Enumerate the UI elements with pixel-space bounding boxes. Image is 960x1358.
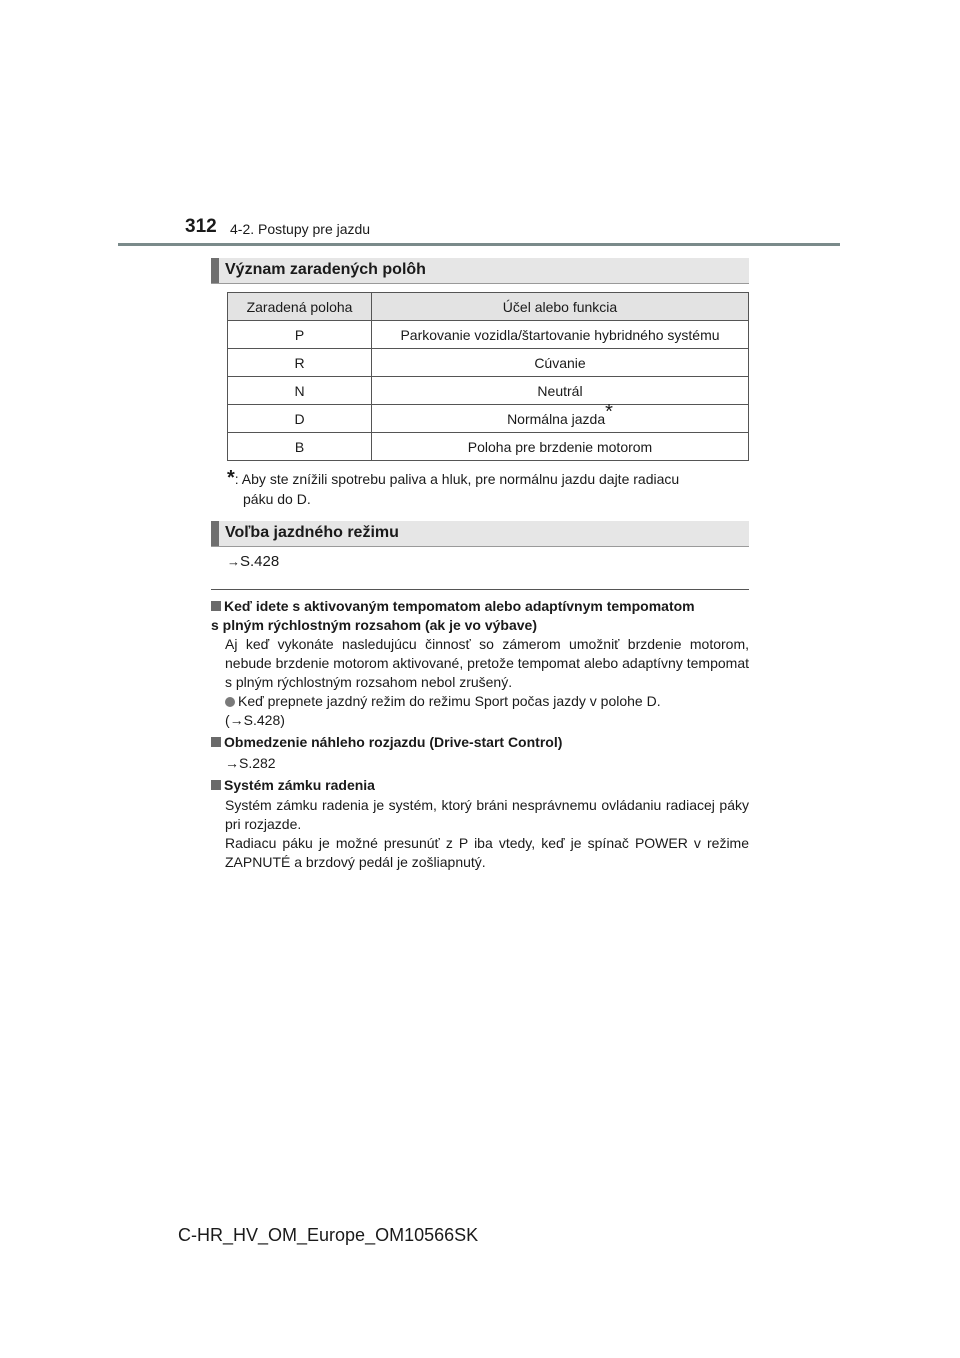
reference-text: S.428 [240,553,280,570]
note-heading-line: Keď idete s aktivovaným tempomatom alebo adaptívnym tempomatom [224,598,695,614]
note-heading [211,733,749,752]
arrow-right-icon: → [225,755,239,771]
note-paragraph: Aj keď vykonáte nasledujúcu činnosť so zámerom umožniť brzdenie motorom, nebude brzdenie motorom aktivované, pretože tempomat alebo adaptívny tempomat s plným rýchlostným rozsahom nebol zrušený. [225,636,749,690]
note-paragraph: Radiacu páku je možné presunúť z P iba vtedy, keď je spínač POWER v režime ZAPNUTÉ a brzdový pedál je zošliapnutý. [225,835,749,870]
square-bullet-icon [211,780,221,790]
table-cell [372,400,749,433]
square-bullet-icon [211,601,221,611]
gear-positions-table [227,292,749,461]
table-cell: Parkovanie vozidla/štartovanie hybridného systému [372,321,749,349]
section-heading-gear-positions [211,258,749,284]
section-divider [211,589,749,590]
bullet-text: Keď prepnete jazdný režim do režimu Sport počas jazdy v polohe D. [238,693,661,709]
note-heading [211,776,749,795]
table-cell: N [228,377,372,405]
note-bullet [225,692,749,730]
page-reference-link[interactable] [225,712,285,728]
table-cell: R [228,349,372,377]
note-heading-line: Obmedzenie náhleho rozjazdu (Drive-start Control) [224,734,563,750]
table-cell: Cúvanie [372,349,749,377]
arrow-right-icon: → [227,554,240,569]
page-reference-link[interactable] [225,754,749,773]
footnote-mark: * [227,467,235,489]
document-id: C-HR_HV_OM_Europe_OM10566SK [178,1225,479,1245]
section-marker [211,521,219,546]
paren-open: ( [225,712,230,728]
square-bullet-icon [211,737,221,747]
table-cell: Poloha pre brzdenie motorom [372,433,749,461]
asterisk-mark: * [605,400,613,423]
table-header: Účel alebo funkcia [372,293,749,321]
table-row [228,377,749,405]
reference-text: S.282 [239,755,276,771]
page-number: 312 [185,216,217,237]
section-title: Voľba jazdného režimu [225,524,399,541]
footnote [227,468,747,509]
table-header-row [228,293,749,321]
table-cell: D [228,405,372,433]
table-row [228,321,749,349]
section-heading-drive-mode [211,521,749,547]
arrow-right-icon: → [229,712,244,728]
section-title: Význam zaradených polôh [225,261,426,278]
table-row [228,349,749,377]
table-cell: Neutrál [372,377,749,405]
header-rule [118,243,840,246]
reference-text: S.428) [243,712,285,728]
note-paragraph: Systém zámku radenia je systém, ktorý bráni nesprávnemu ovládaniu radiacej páky pri rozjazde. [225,797,749,832]
table-cell: P [228,321,372,349]
cell-text: Normálna jazda [507,410,606,427]
table-row [228,405,749,433]
section-marker [211,258,219,283]
note-heading-line: s plným rýchlostným rozsahom (ak je vo výbave) [211,617,538,633]
table-header: Zaradená poloha [228,293,372,321]
note-heading-line: Systém zámku radenia [224,777,375,793]
footnote-text: : Aby ste znížili spotrebu paliva a hluk, pre normálnu jazdu dajte radiacu [234,471,680,487]
table-cell: B [228,433,372,461]
chapter-title: 4-2. Postupy pre jazdu [230,221,371,237]
page-reference-link[interactable] [227,553,279,570]
table-row [228,433,749,461]
footnote-text-cont: páku do D. [243,491,311,507]
note-heading [211,597,749,635]
round-bullet-icon [225,697,235,707]
